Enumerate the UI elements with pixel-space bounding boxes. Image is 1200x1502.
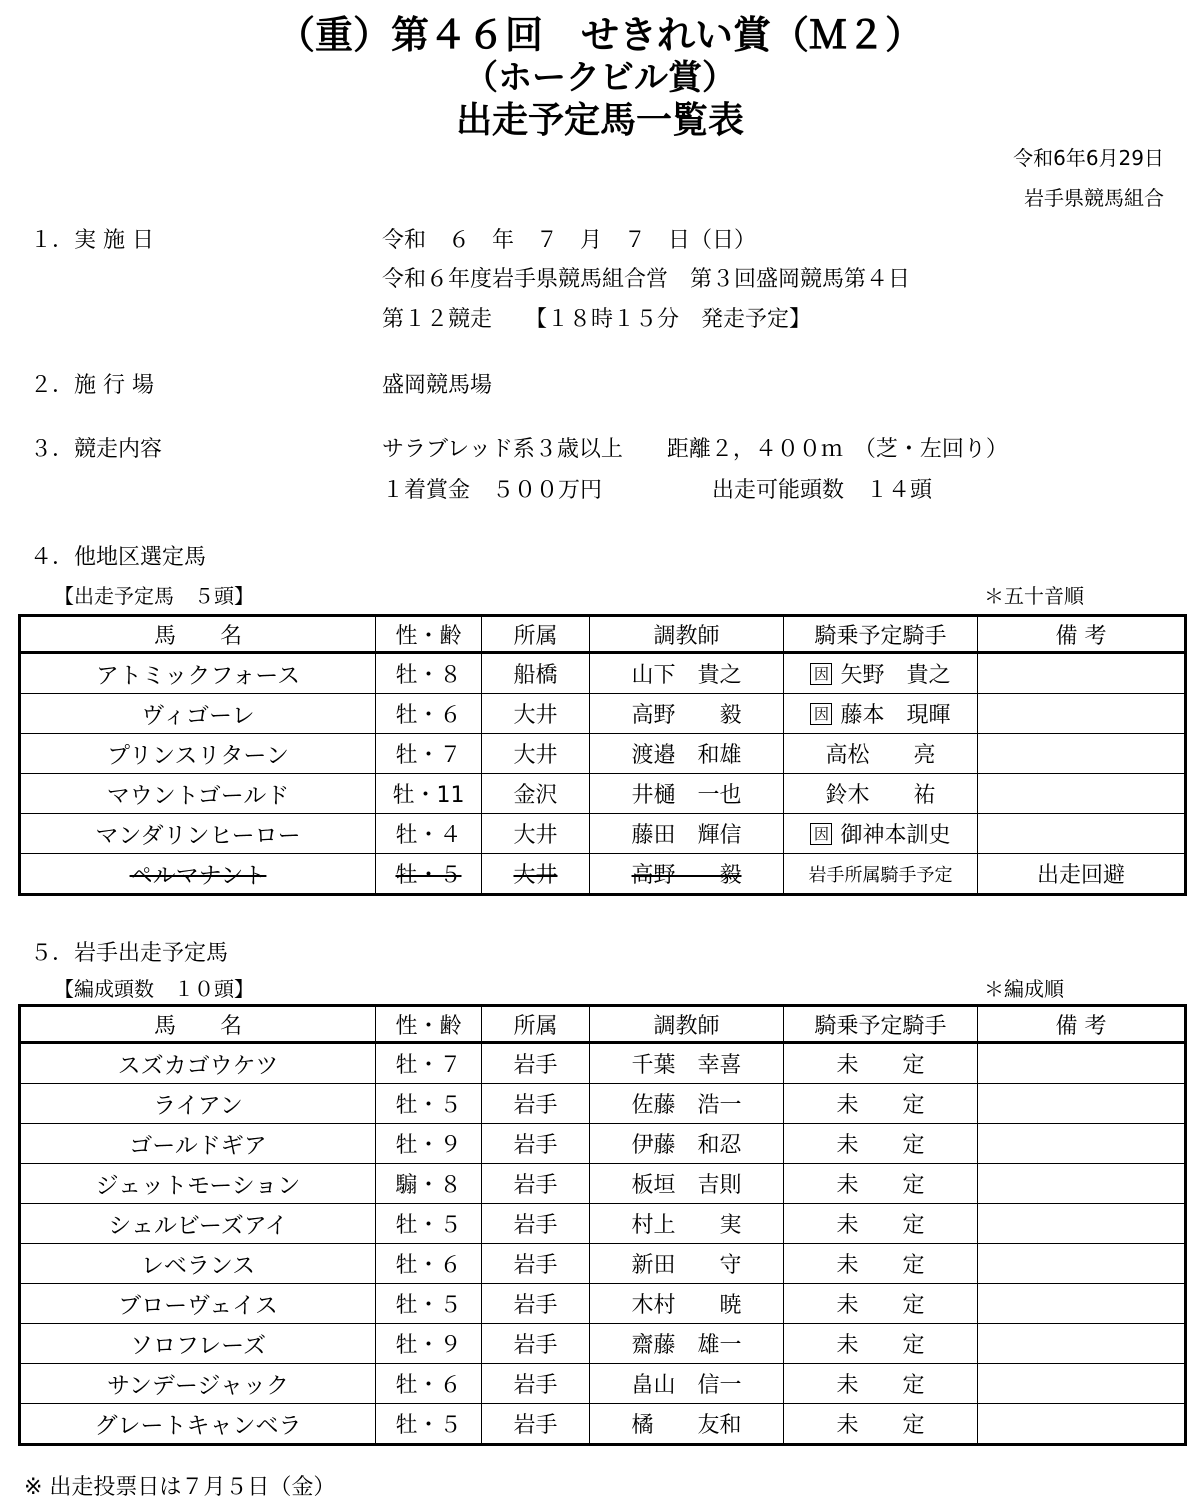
horse-name: シェルビーズアイ [20,1204,376,1244]
horse-name: ソロフレーズ [20,1324,376,1364]
jockey: 未 定 [784,1404,978,1445]
col-notes: 備 考 [978,1006,1186,1043]
section-5-count: 【編成頭数 １０頭】 [54,977,254,1001]
col-sex-age: 性・齢 [376,616,482,653]
affiliation: 大井 [482,854,590,895]
horse-name: ゴールドギア [20,1124,376,1164]
col-jockey: 騎乗予定騎手 [784,1006,978,1043]
title-list: 出走予定馬一覧表 [455,99,744,141]
trainer: 藤田 輝信 [590,814,784,854]
sex-age: 牡・９ [376,1124,482,1164]
organizer: 岩手県競馬組合 [1024,186,1164,210]
section-4-order: ＊五十音順 [984,584,1084,608]
sex-age: 牡・８ [376,653,482,694]
col-horse-name: 馬 名 [20,1006,376,1043]
jockey: 未 定 [784,1364,978,1404]
table-row-withdrawn [20,854,1186,895]
trainer: 高野 毅 [590,694,784,734]
col-jockey: 騎乗予定騎手 [784,616,978,653]
section-3-conditions: サラブレッド系３歳以上 距離２，４００ｍ （芝・左回り） [382,437,1008,462]
jockey: 高松 亮 [784,734,978,774]
sex-age: 牡・５ [376,854,482,895]
section-5-order: ＊編成順 [984,977,1064,1001]
table-row [20,1043,1186,1084]
trainer: 千葉 幸喜 [590,1043,784,1084]
trainer: 渡邉 和雄 [590,734,784,774]
horse-name: ヴィゴーレ [20,694,376,734]
col-affiliation: 所属 [482,1006,590,1043]
sex-age: 騸・８ [376,1164,482,1204]
boxed-mark: 因 [810,663,832,685]
affiliation: 大井 [482,814,590,854]
table-header-row [20,1006,1186,1043]
note [978,1164,1186,1204]
footer-note: ※ 出走投票日は７月５日（金） [24,1475,336,1500]
horse-name: サンデージャック [20,1364,376,1404]
horse-name: グレートキャンベラ [20,1404,376,1445]
col-horse-name: 馬 名 [20,616,376,653]
sex-age: 牡・５ [376,1404,482,1445]
sex-age: 牡・５ [376,1284,482,1324]
horse-name: ブローヴェイス [20,1284,376,1324]
jockey: 未 定 [784,1324,978,1364]
table-row [20,1084,1186,1124]
section-2-venue: 盛岡競馬場 [382,373,493,398]
horse-name: スズカゴウケツ [20,1043,376,1084]
sex-age: 牡・11 [376,774,482,814]
sex-age: 牡・６ [376,1244,482,1284]
jockey-name: 御神本訓史 [840,823,951,848]
iwate-horses-table [18,1004,1187,1446]
jockey: 未 定 [784,1244,978,1284]
col-sex-age: 性・齢 [376,1006,482,1043]
jockey: 岩手所属騎手予定 [784,854,978,895]
table-row [20,1284,1186,1324]
section-2-label: ２．施 行 場 [30,373,154,398]
jockey-name: 矢野 貴之 [840,663,951,688]
sex-age: 牡・６ [376,1364,482,1404]
table-header-row [20,616,1186,653]
jockey [784,814,978,854]
note [978,1364,1186,1404]
boxed-mark: 因 [810,703,832,725]
table-row [20,774,1186,814]
col-affiliation: 所属 [482,616,590,653]
trainer: 山下 貴之 [590,653,784,694]
table-row [20,1364,1186,1404]
note [978,1043,1186,1084]
note [978,1404,1186,1445]
affiliation: 岩手 [482,1404,590,1445]
title-sub: （ホークビル賞） [464,58,736,98]
trainer: 高野 毅 [590,854,784,895]
jockey: 未 定 [784,1084,978,1124]
affiliation: 大井 [482,734,590,774]
title-main: （重）第４６回 せきれい賞（Ｍ２） [276,12,923,57]
sex-age: 牡・５ [376,1084,482,1124]
section-3-label: ３．競走内容 [30,437,163,462]
affiliation: 岩手 [482,1324,590,1364]
horse-name: ペルマナント [20,854,376,895]
note [978,1124,1186,1164]
table-row [20,814,1186,854]
section-1-label: １．実 施 日 [30,228,154,253]
affiliation: 岩手 [482,1284,590,1324]
affiliation: 金沢 [482,774,590,814]
table-row [20,1404,1186,1445]
jockey: 未 定 [784,1204,978,1244]
col-trainer: 調教師 [590,1006,784,1043]
affiliation: 大井 [482,694,590,734]
trainer: 井樋 一也 [590,774,784,814]
horse-name: ライアン [20,1084,376,1124]
horse-name: レベランス [20,1244,376,1284]
sex-age: 牡・７ [376,734,482,774]
affiliation: 岩手 [482,1244,590,1284]
horse-name: プリンスリターン [20,734,376,774]
horse-name: アトミックフォース [20,653,376,694]
section-5-label: ５．岩手出走予定馬 [30,941,229,966]
boxed-mark: 因 [810,823,832,845]
affiliation: 岩手 [482,1204,590,1244]
note [978,694,1186,734]
jockey-name: 藤本 現暉 [840,703,951,728]
note [978,1084,1186,1124]
other-horses-table [18,614,1187,896]
sex-age: 牡・７ [376,1043,482,1084]
affiliation: 岩手 [482,1164,590,1204]
section-4-count: 【出走予定馬 ５頭】 [54,584,254,608]
trainer: 橘 友和 [590,1404,784,1445]
jockey: 未 定 [784,1043,978,1084]
note [978,1244,1186,1284]
note [978,653,1186,694]
trainer: 畠山 信一 [590,1364,784,1404]
jockey: 未 定 [784,1164,978,1204]
affiliation: 岩手 [482,1124,590,1164]
trainer: 佐藤 浩一 [590,1084,784,1124]
note [978,1204,1186,1244]
table-row [20,653,1186,694]
trainer: 板垣 吉則 [590,1164,784,1204]
jockey [784,694,978,734]
table-row [20,1204,1186,1244]
section-1-meeting: 令和６年度岩手県競馬組合営 第３回盛岡競馬第４日 [382,267,911,292]
sex-age: 牡・６ [376,694,482,734]
affiliation: 岩手 [482,1084,590,1124]
affiliation: 岩手 [482,1364,590,1404]
note [978,1284,1186,1324]
section-1-race: 第１２競走 【１８時１５分 発走予定】 [382,307,812,332]
jockey: 未 定 [784,1284,978,1324]
sex-age: 牡・４ [376,814,482,854]
horse-name: マウントゴールド [20,774,376,814]
note: 出走回避 [978,854,1186,895]
section-1-date: 令和 ６ 年 ７ 月 ７ 日（日） [382,228,757,253]
table-row [20,1324,1186,1364]
trainer: 新田 守 [590,1244,784,1284]
table-row [20,734,1186,774]
table-row [20,1124,1186,1164]
trainer: 木村 暁 [590,1284,784,1324]
table-row [20,1244,1186,1284]
note [978,814,1186,854]
trainer: 村上 実 [590,1204,784,1244]
note [978,774,1186,814]
trainer: 伊藤 和忍 [590,1124,784,1164]
table-row [20,1164,1186,1204]
section-3-prize: １着賞金 ５００万円 出走可能頭数 １４頭 [382,478,933,503]
sex-age: 牡・５ [376,1204,482,1244]
jockey [784,653,978,694]
trainer: 齋藤 雄一 [590,1324,784,1364]
sex-age: 牡・９ [376,1324,482,1364]
section-4-label: ４．他地区選定馬 [30,545,207,570]
issue-date: 令和6年6月29日 [1013,146,1164,170]
note [978,1324,1186,1364]
jockey: 未 定 [784,1124,978,1164]
horse-name: ジェットモーション [20,1164,376,1204]
col-trainer: 調教師 [590,616,784,653]
affiliation: 船橋 [482,653,590,694]
jockey: 鈴木 祐 [784,774,978,814]
table-row [20,694,1186,734]
col-notes: 備 考 [978,616,1186,653]
affiliation: 岩手 [482,1043,590,1084]
horse-name: マンダリンヒーロー [20,814,376,854]
note [978,734,1186,774]
